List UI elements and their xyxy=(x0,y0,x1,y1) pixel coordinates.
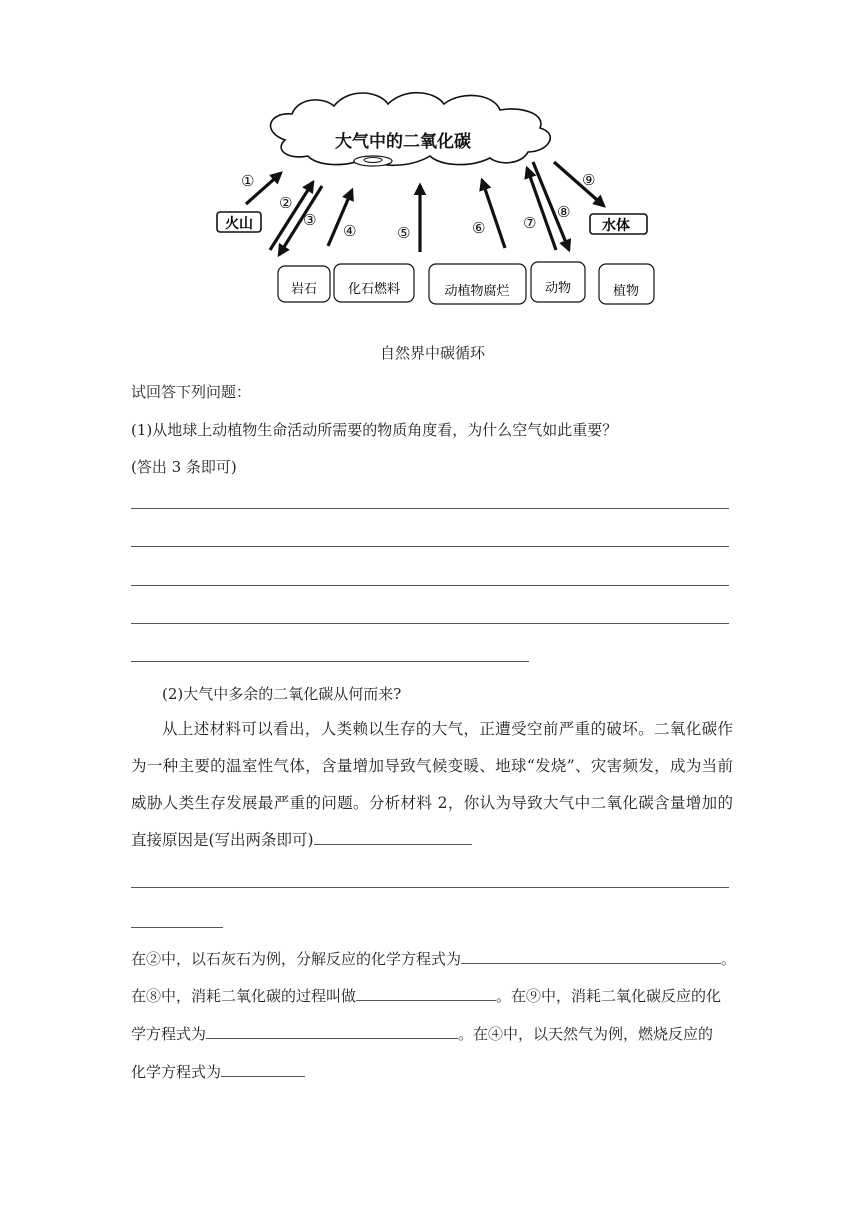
cloud-shape xyxy=(271,93,551,166)
fill-text-2: 在⑧中，消耗二氧化碳的过程叫做 xyxy=(131,987,357,1005)
marker-5: ⑤ xyxy=(397,224,411,242)
reason-blank[interactable] xyxy=(314,830,472,845)
marker-9: ⑨ xyxy=(582,171,596,189)
marker-4: ④ xyxy=(343,222,357,240)
fill-line-4 xyxy=(131,1061,305,1082)
fill-text-3: 。在⑨中，消耗二氧化碳反应的化 xyxy=(496,987,722,1005)
question-2: (2)大气中多余的二氧化碳从何而来? xyxy=(162,685,402,703)
decay-label: 动植物腐烂 xyxy=(444,284,510,299)
marker-1: ① xyxy=(241,172,255,190)
fill-line-3 xyxy=(131,1023,713,1044)
answer-line-1[interactable] xyxy=(131,508,729,509)
paragraph-text: 从上述材料可以看出，人类赖以生存的大气，正遭受空前严重的破坏。二氧化碳作为一种主要的温室性气体，含量增加导致气候变暖、地球“发烧”、灾害频发，成为当前威胁人类生存发展最严重的问题。分析材料 2，你认为导致大气中二氧化碳含量增加的直接原因是(写出两条即可) xyxy=(131,720,733,849)
answer-line-4[interactable] xyxy=(131,623,729,624)
marker-7: ⑦ xyxy=(523,214,537,232)
rock-label: 岩石 xyxy=(290,282,318,297)
question-1-note: (答出 3 条即可) xyxy=(131,458,237,476)
arrow-6 xyxy=(482,180,505,248)
diagram-caption: 自然界中碳循环 xyxy=(379,344,485,362)
process-blank-8[interactable] xyxy=(356,986,496,1001)
fill-line-1 xyxy=(131,948,736,969)
material-paragraph xyxy=(131,711,733,859)
equation-blank-2[interactable] xyxy=(461,949,721,964)
marker-8: ⑧ xyxy=(557,203,571,221)
fill-text-1-end: 。 xyxy=(721,950,737,968)
answer-line-7[interactable] xyxy=(131,927,223,928)
equation-blank-4[interactable] xyxy=(221,1062,305,1077)
marker-3: ③ xyxy=(303,211,317,229)
intro-text: 试回答下列问题： xyxy=(131,383,252,401)
fill-text-5: 。在④中，以天然气为例，燃烧反应的 xyxy=(458,1025,714,1043)
fill-text-4: 学方程式为 xyxy=(131,1025,207,1043)
arrow-9 xyxy=(554,162,604,206)
animal-label: 动物 xyxy=(544,281,572,296)
volcano-label: 火山 xyxy=(225,216,253,232)
fill-text-6: 化学方程式为 xyxy=(131,1063,222,1081)
equation-blank-9[interactable] xyxy=(206,1024,458,1039)
marker-6: ⑥ xyxy=(472,219,486,237)
question-1: (1)从地球上动植物生命活动所需要的物质角度看，为什么空气如此重要？ xyxy=(131,421,618,439)
carbon-cycle-diagram xyxy=(0,0,865,330)
cloud-label: 大气中的二氧化碳 xyxy=(335,132,471,152)
fill-line-2 xyxy=(131,985,721,1006)
fossil-fuel-label: 化石燃料 xyxy=(347,282,401,297)
fill-text-1: 在②中，以石灰石为例，分解反应的化学方程式为 xyxy=(131,950,462,968)
answer-line-6[interactable] xyxy=(131,887,729,888)
answer-line-2[interactable] xyxy=(131,546,729,547)
water-label: 水体 xyxy=(602,218,630,234)
plant-label: 植物 xyxy=(612,284,640,299)
marker-2: ② xyxy=(279,194,293,212)
answer-line-5[interactable] xyxy=(131,661,529,662)
answer-line-3[interactable] xyxy=(131,585,729,586)
